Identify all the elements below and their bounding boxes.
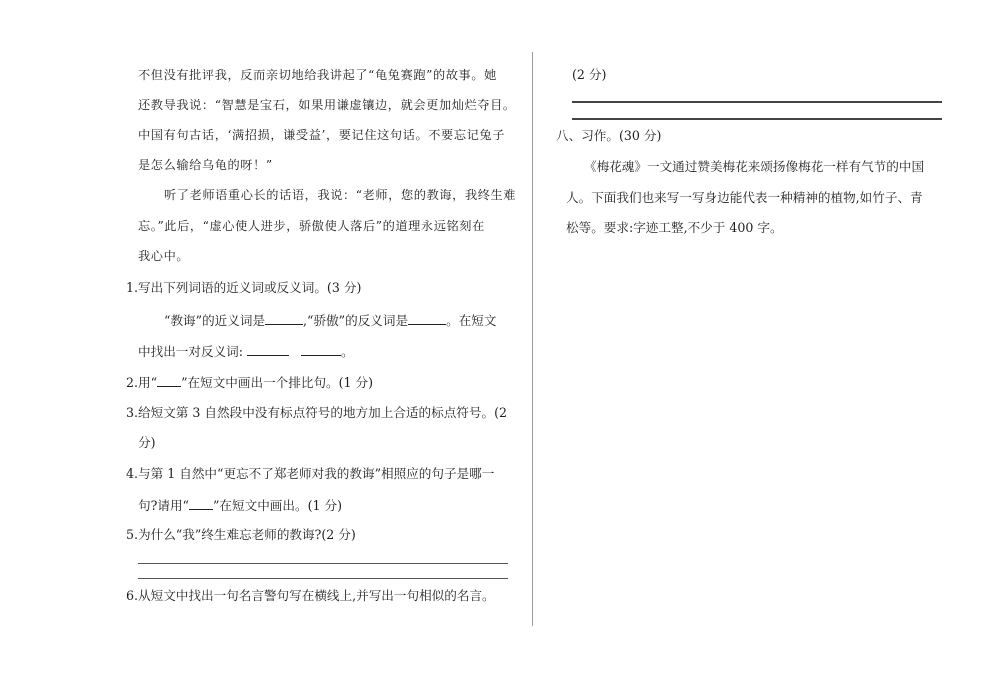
answer-blank[interactable] <box>301 343 341 356</box>
question-4-line <box>138 497 342 514</box>
answer-line[interactable] <box>572 101 942 103</box>
answer-blank[interactable] <box>265 312 303 325</box>
question-1-title: 1.写出下列词语的近义词或反义词。(3 分) <box>126 280 362 295</box>
answer-line[interactable] <box>138 563 508 564</box>
passage-line: 中国有句古话，‘满招损，谦受益’，要记住这句话。不要忘记兔子 <box>138 128 505 142</box>
column-divider <box>532 52 533 626</box>
question-6-title: 6.从短文中找出一句名言警句写在横线上,并写出一句相似的名言。 <box>126 588 495 603</box>
passage-line: 是怎么输给乌龟的呀！” <box>138 158 273 172</box>
question-3-line: 3.给短文第 3 自然段中没有标点符号的地方加上合适的标点符号。(2 <box>126 405 507 420</box>
q4-text: ”在短文中画出。(1 分) <box>212 498 343 513</box>
prompt-line: 松等。要求:字迹工整,不少于 400 字。 <box>566 220 783 235</box>
passage-line: 我心中。 <box>138 249 190 263</box>
answer-blank[interactable] <box>408 312 446 325</box>
passage-line: 听了老师语重心长的话语，我说：“老师，您的教诲，我终生难 <box>164 188 517 202</box>
q1-text: 。 <box>341 344 354 359</box>
passage-line: 还教导我说：“智慧是宝石，如果用谦虚镶边，就会更加灿烂夺目。 <box>138 98 516 112</box>
passage-line: 不但没有批评我，反而亲切地给我讲起了“龟兔赛跑”的故事。她 <box>138 68 497 82</box>
section-title: 八、习作。(30 分) <box>556 128 662 143</box>
q1-text: 中找出一对反义词: <box>138 344 243 359</box>
prompt-line: 人。下面我们也来写一写身边能代表一种精神的植物,如竹子、青 <box>566 190 923 205</box>
prompt-line: 《梅花魂》一文通过赞美梅花来颂扬像梅花一样有气节的中国 <box>584 159 925 174</box>
question-5-title: 5.为什么“我”终生难忘老师的教诲?(2 分) <box>126 527 356 542</box>
q2-text: 2.用“ <box>126 375 158 390</box>
q1-text: “教诲”的近义词是 <box>164 313 266 328</box>
question-1-line-a <box>164 312 496 329</box>
question-4-line: 4.与第 1 自然中“更忘不了郑老师对我的教诲”相照应的句子是哪一 <box>126 466 495 481</box>
q2-text: ”在短文中画出一个排比句。(1 分) <box>181 375 374 390</box>
q1-text: 。在短文 <box>446 313 497 328</box>
question-1-line-b <box>138 343 354 360</box>
answer-line[interactable] <box>138 578 508 579</box>
question-3-line: 分) <box>138 435 156 450</box>
q1-text: ,“骄傲”的反义词是 <box>303 313 409 328</box>
passage-line: 忘。”此后，“虚心使人进步，骄傲使人落后”的道理永远铭刻在 <box>138 219 485 233</box>
underline-mark <box>157 374 181 387</box>
underline-mark <box>189 497 213 510</box>
score-label: (2 分) <box>572 67 607 82</box>
q4-text: 句?请用“ <box>138 498 189 513</box>
answer-blank[interactable] <box>247 343 289 356</box>
answer-line[interactable] <box>572 118 942 120</box>
